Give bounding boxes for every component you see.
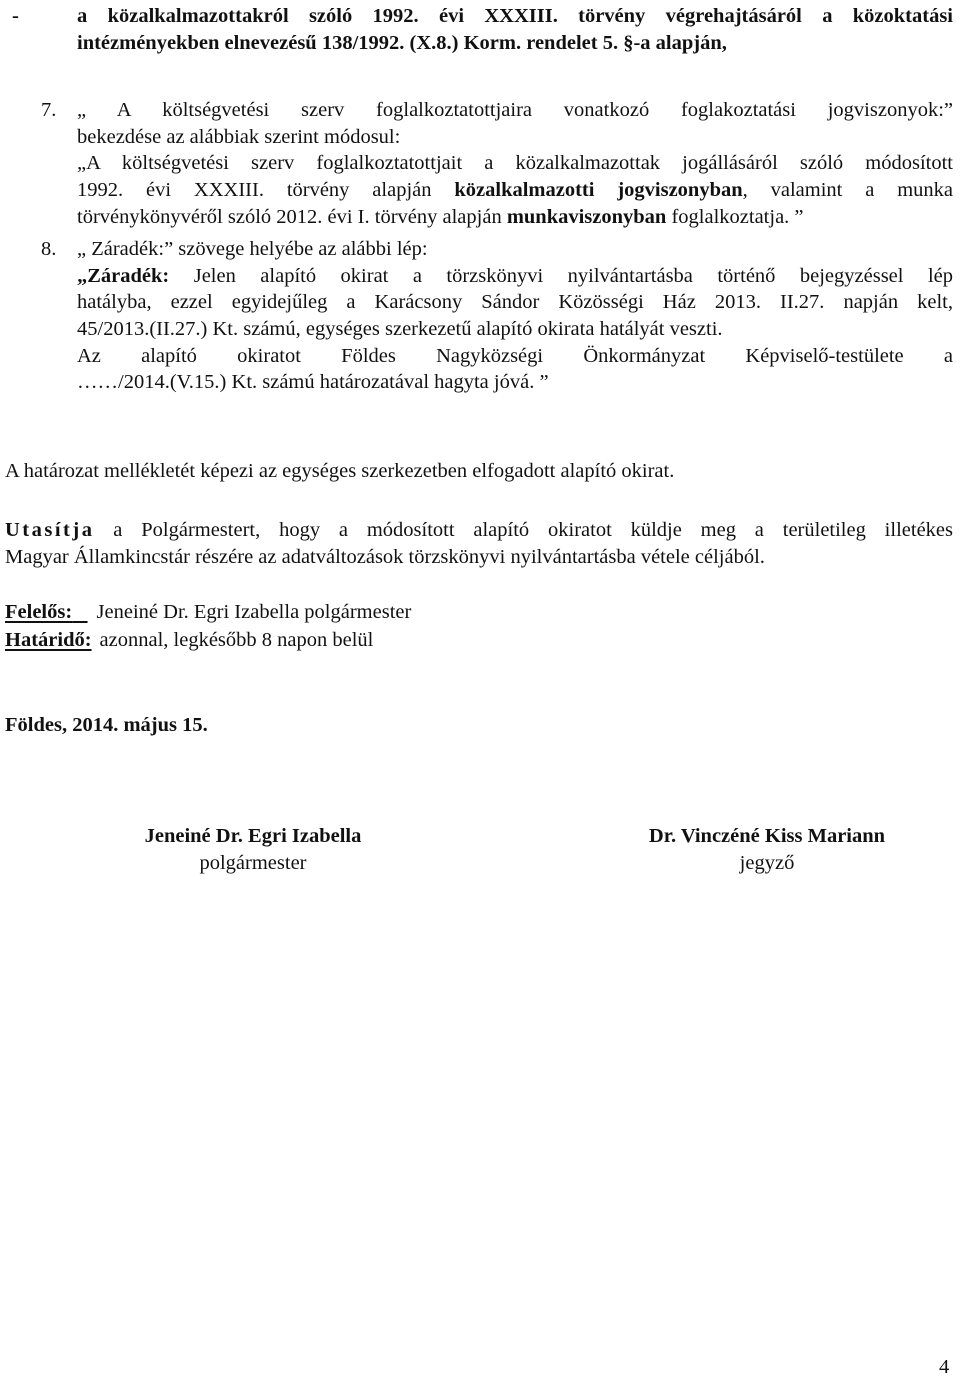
signature-notary-name: Dr. Vinczéné Kiss Mariann xyxy=(648,825,886,847)
instruction-line-2: Magyar Államkincstár részére az adatváltozások törzskönyvi nyilvántartásba vétele céljából. xyxy=(5,545,765,568)
deadline-row xyxy=(5,627,373,654)
item-8-line-4: 45/2013.(II.27.) Kt. számú, egységes szerkezetű alapító okirata hatályát veszti. xyxy=(77,317,723,340)
intro-line-1: a közalkalmazottakról szóló 1992. évi XXXIII. törvény végrehajtásáról a közoktatási xyxy=(77,5,953,27)
item-7-line-2: bekezdése az alábbiak szerint módosul: xyxy=(77,125,401,148)
responsible-label: Felelős: xyxy=(5,601,73,623)
deadline-label: Határidő: xyxy=(5,629,92,651)
item-8-number: 8. xyxy=(41,238,57,260)
signature-mayor-name: Jeneiné Dr. Egri Izabella xyxy=(144,825,362,847)
item-8-line-6: ……/2014.(V.15.) Kt. számú határozatával hagyta jóvá. ” xyxy=(77,371,549,394)
item-7-line-3: „A költségvetési szerv foglalkoztatottjait a közalkalmazottak jogállásáról szóló módosított xyxy=(77,152,953,175)
item-8-line-2: „Záradék: Jelen alapító okirat a törzskönyvi nyilvántartásba történő bejegyzéssel lép xyxy=(77,264,953,287)
deadline-value: azonnal, legkésőbb 8 napon belül xyxy=(99,629,374,651)
signature-notary xyxy=(622,823,912,876)
annex-sentence: A határozat mellékletét képezi az egységes szerkezetben elfogadott alapító okirat. xyxy=(5,460,675,482)
instruction-line-1: Utasítja a Polgármestert, hogy a módosított alapító okiratot küldje meg a területileg illetékes xyxy=(5,519,953,541)
intro-dash: - xyxy=(12,5,19,27)
item-7-line-4: 1992. évi XXXIII. törvény alapján közalkalmazotti jogviszonyban, valamint a munka xyxy=(77,178,953,201)
signature-mayor-title: polgármester xyxy=(199,851,307,874)
item-8-line-3: hatályba, ezzel egyidejűleg a Karácsony Sándor Közösségi Ház 2013. II.27. napján kelt, xyxy=(77,291,953,314)
item-7-number: 7. xyxy=(41,99,57,121)
page-number: 4 xyxy=(939,1356,950,1378)
item-8-line-5: Az alapító okiratot Földes Nagyközségi Önkormányzat Képviselő-testülete a xyxy=(77,344,953,367)
signature-mayor xyxy=(122,823,384,876)
signature-notary-title: jegyző xyxy=(739,851,795,874)
item-7-line-5: törvénykönyvéről szóló 2012. évi I. törvény alapján munkaviszonyban foglalkoztatja. ” xyxy=(77,205,804,228)
responsible-row xyxy=(5,599,411,626)
place-date: Földes, 2014. május 15. xyxy=(5,714,208,736)
responsible-value: Jeneiné Dr. Egri Izabella polgármester xyxy=(96,601,412,623)
instruction-keyword: Utasítja xyxy=(5,519,95,541)
responsible-label-pad xyxy=(72,601,87,623)
instruction-paragraph xyxy=(5,517,953,570)
item-7-paragraph xyxy=(77,97,953,230)
item-7-line-1: „ A költségvetési szerv foglalkoztatottjaira vonatkozó foglakoztatási jogviszonyok:” xyxy=(77,99,953,121)
item-8-paragraph xyxy=(77,236,953,396)
intro-paragraph xyxy=(77,3,953,56)
item-8-line-1: „ Záradék:” szövege helyébe az alábbi lép: xyxy=(77,238,428,260)
intro-line-2: intézményekben elnevezésű 138/1992. (X.8.) Korm. rendelet 5. §-a alapján, xyxy=(77,31,727,54)
